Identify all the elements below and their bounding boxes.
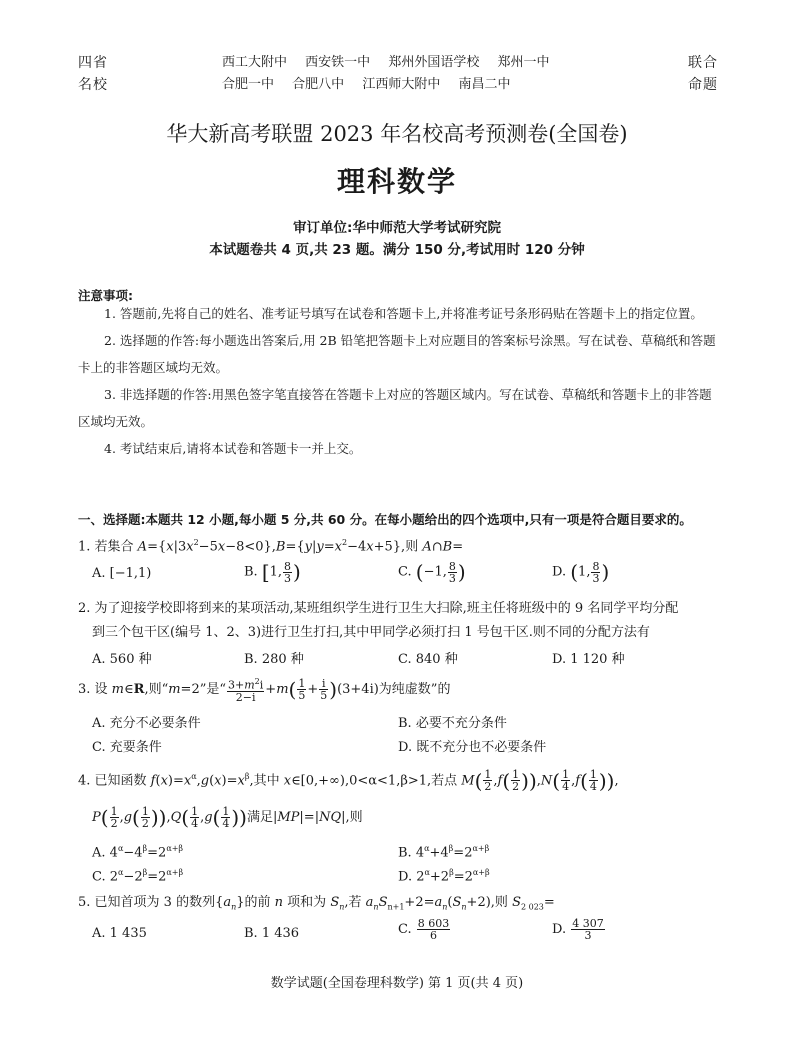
school-name: 郑州外国语学校: [388, 55, 480, 70]
school-name: 合肥一中: [222, 77, 275, 92]
notice-body: [78, 300, 720, 462]
header-right-top: 联合: [688, 55, 718, 71]
q2-option-b: B. 280 种: [244, 652, 304, 667]
question-2-line-2: 到三个包干区(编号 1、2、3)进行卫生打扫,其中甲同学必须打扫 1 号包干区.则不同的分配方法有: [92, 625, 650, 640]
exam-title: 华大新高考联盟 2023 年名校高考预测卷(全国卷): [166, 122, 628, 146]
school-name: 西安铁一中: [305, 55, 371, 70]
question-1: 1. 若集合 $A=\{x|3x^2-5x-8<0\},B=\{y|y=x^2-4x+5\}$,则 A∩B=: [78, 538, 464, 555]
notice-item: 4. 考试结束后,请将本试卷和答题卡一并上交。: [104, 441, 362, 456]
school-name: 郑州一中: [497, 55, 550, 70]
q3-option-b: B. 必要不充分条件: [398, 716, 507, 731]
section-heading: 一、选择题:本题共 12 小题,每小题 5 分,共 60 分。在每小题给出的四个选项中,只有一项是符合题目要求的。: [78, 512, 692, 527]
header-left-bottom: 名校: [78, 77, 108, 93]
q3-option-d: D. 既不充分也不必要条件: [398, 740, 547, 755]
question-5: 5. 已知首项为 3 的数列$\{a_n\}$的前 n 项和为 $S_n$,若 $a_nS_{n+1}+2=a_n(S_n+2)$,则 $S_{2 023}=$: [78, 895, 555, 912]
question-2-line-1: 2. 为了迎接学校即将到来的某项活动,某班组织学生进行卫生大扫除,班主任将班级中的 9 名同学平均分配: [78, 601, 679, 616]
schools-row-2: [222, 74, 524, 96]
q3-option-a: A. 充分不必要条件: [92, 716, 201, 731]
header-left-top: 四省: [78, 55, 108, 71]
question-3: 3. 设 m∈R,则“m=2”是“ $\frac{3+m^2i}{2-i}$ +m( $\frac{1}{5}$ + $\frac{i}{5}$ )(3+4i)为纯虚数”的: [78, 676, 451, 704]
q5-option-a: A. 1 435: [92, 926, 147, 941]
school-name: 南昌二中: [458, 77, 511, 92]
q5-option-d: D. $\frac{4 307}{3}$: [552, 917, 604, 942]
question-4-line-1: 4. 已知函数 $f(x)=x^\alpha,g(x)=x^\beta$,其中 x∈[0,+∞),0<α<1,β>1,若点 M( $\frac{1}{2}$ ,f( $\frac{1}{2}$ )),N( $\frac{1}{4}$ ,f( $\frac{1}{4}$ )),: [78, 768, 619, 794]
notice-item: 2. 选择题的作答:每小题选出答案后,用 2B 铅笔把答题卡上对应题目的答案标号涂黑。写在试卷、草稿纸和答题卡上的非答题区域均无效。: [78, 333, 716, 375]
q4-option-b: B. $4^\alpha+4^\beta=2^{\alpha+\beta}$: [398, 844, 490, 861]
q4-option-a: A. $4^\alpha-4^\beta=2^{\alpha+\beta}$: [92, 844, 184, 861]
q2-option-a: A. 560 种: [92, 652, 152, 667]
subject-title: 理科数学: [336, 165, 457, 198]
exam-info-line: 本试题卷共 4 页,共 23 题。满分 150 分,考试用时 120 分钟: [209, 242, 585, 258]
schools-row-1: [222, 52, 563, 74]
q4-option-d: D. $2^\alpha+2^\beta=2^{\alpha+\beta}$: [398, 868, 490, 885]
q3-option-c: C. 充要条件: [92, 740, 162, 755]
reviewer-line: 审订单位:华中师范大学考试研究院: [293, 220, 501, 236]
q5-option-c: C. $\frac{8 603}{6}$: [398, 917, 450, 942]
q2-option-c: C. 840 种: [398, 652, 458, 667]
q1-option-c: C. (−1, $\frac{8}{3}$ ): [398, 559, 466, 585]
school-name: 江西师大附中: [362, 77, 441, 92]
school-name: 西工大附中: [222, 55, 288, 70]
q4-option-c: C. $2^\alpha-2^\beta=2^{\alpha+\beta}$: [92, 868, 184, 885]
header-right-bottom: 命题: [688, 77, 718, 93]
q1-option-a: A. [−1,1): [92, 566, 152, 581]
page-footer: 数学试题(全国卷理科数学) 第 1 页(共 4 页): [270, 976, 524, 991]
notice-heading: 注意事项:: [78, 288, 133, 303]
q2-option-d: D. 1 120 种: [552, 652, 625, 667]
q1-option-d: D. (1, $\frac{8}{3}$ ): [552, 559, 610, 585]
q1-option-b: B. [1, $\frac{8}{3}$ ): [244, 559, 301, 585]
school-name: 合肥八中: [292, 77, 345, 92]
notice-item: 1. 答题前,先将自己的姓名、准考证号填写在试卷和答题卡上,并将准考证号条形码贴在答题卡上的指定位置。: [104, 306, 703, 321]
notice-item: 3. 非选择题的作答:用黑色签字笔直接答在答题卡上对应的答题区域内。写在试卷、草稿纸和答题卡上的非答题区域均无效。: [78, 387, 712, 429]
q5-option-b: B. 1 436: [244, 926, 300, 941]
question-4-line-2: P( $\frac{1}{2}$ ,g( $\frac{1}{2}$ )),Q( $\frac{1}{4}$ ,g( $\frac{1}{4}$ ))满足|MP|=|NQ|,则: [92, 805, 363, 830]
